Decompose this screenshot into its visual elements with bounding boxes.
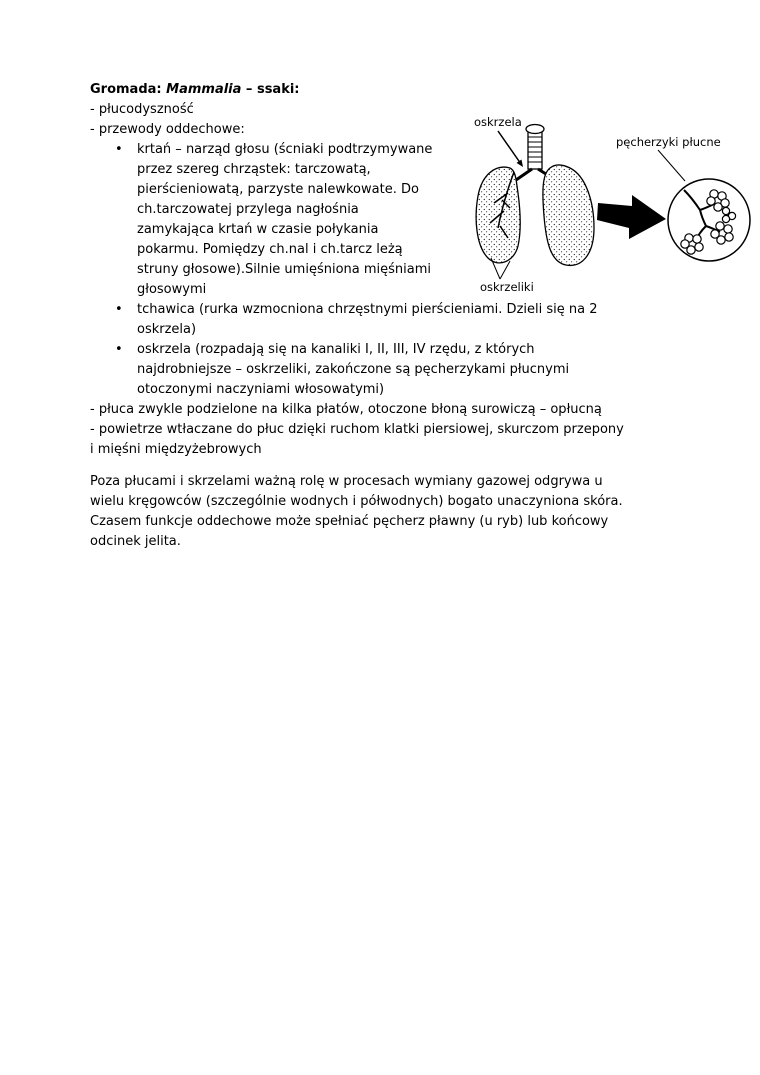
text-line: - przewody oddechowe: <box>90 122 245 137</box>
text-line: ch.tarczowatej przylega nagłośnia <box>137 202 359 217</box>
closing-paragraph <box>90 472 690 552</box>
text-line: oskrzela) <box>137 322 197 337</box>
bronchi-pointer-line <box>498 131 521 164</box>
label-bronchi: oskrzela <box>474 115 522 129</box>
text-line: odcinek jelita. <box>90 534 181 549</box>
text-line: Czasem funkcje oddechowe może spełniać pęcherz pławny (u ryb) lub końcowy <box>90 514 609 529</box>
label-alveoli: pęcherzyki płucne <box>616 135 721 149</box>
text-line: struny głosowe).Silnie umięśniona mięśniami <box>137 262 432 277</box>
text-line: najdrobniejsze – oskrzeliki, zakończone są pęcherzykami płucnymi <box>137 362 570 377</box>
text-line: - powietrze wtłaczane do płuc dzięki ruchom klatki piersiowej, skurczom przepony <box>90 422 624 437</box>
title-suffix: – ssaki: <box>241 82 300 97</box>
page-title <box>90 80 690 100</box>
text-line: głosowymi <box>137 282 207 297</box>
bullet-item-trachea <box>90 300 690 340</box>
text-line: otoczonymi naczyniami włosowatymi) <box>137 382 385 397</box>
text-line: i mięśni międzyżebrowych <box>90 442 262 457</box>
text-line: wielu kręgowców (szczególnie wodnych i półwodnych) bogato unaczyniona skóra. <box>90 494 623 509</box>
trachea-shape <box>526 125 544 170</box>
alveoli-pointer-line <box>658 150 685 181</box>
bullet-item-bronchi <box>90 340 690 400</box>
text-line: - płucodyszność <box>90 102 194 117</box>
bronchi-pointer-arrowhead <box>517 160 524 168</box>
lung-diagram-svg <box>458 108 758 298</box>
zoom-arrow <box>597 195 666 239</box>
text-line: • krtań – narząd głosu (ścniaki podtrzymywane <box>137 142 433 157</box>
right-lung-shape <box>543 165 594 265</box>
text-line: pierścieniowatą, parzyste nalewkowate. Do <box>137 182 419 197</box>
text-line: pokarmu. Pomiędzy ch.nal i ch.tarcz leżą <box>137 242 403 257</box>
text-line: • oskrzela (rozpadają się na kanaliki I, II, III, IV rzędu, z których <box>137 342 535 357</box>
title-species-name: Mammalia <box>166 82 242 97</box>
text-line: Poza płucami i skrzelami ważną rolę w procesach wymiany gazowej odgrywa u <box>90 474 603 489</box>
paragraph-spacer <box>90 460 690 472</box>
text-line: zamykająca krtań w czasie połykania <box>137 222 379 237</box>
lung-diagram <box>458 108 758 298</box>
title-prefix: Gromada: <box>90 82 167 97</box>
dash-lines <box>90 400 690 460</box>
text-line: przez szereg chrząstek: tarczowatą, <box>137 162 371 177</box>
left-lung-shape <box>476 167 520 263</box>
label-bronchioles: oskrzeliki <box>480 280 534 294</box>
text-line: - płuca zwykle podzielone na kilka płatów, otoczone błoną surowiczą – opłucną <box>90 402 602 417</box>
alveoli-detail-circle <box>668 179 750 261</box>
text-line: • tchawica (rurka wzmocniona chrzęstnymi pierścieniami. Dzieli się na 2 <box>137 302 598 317</box>
